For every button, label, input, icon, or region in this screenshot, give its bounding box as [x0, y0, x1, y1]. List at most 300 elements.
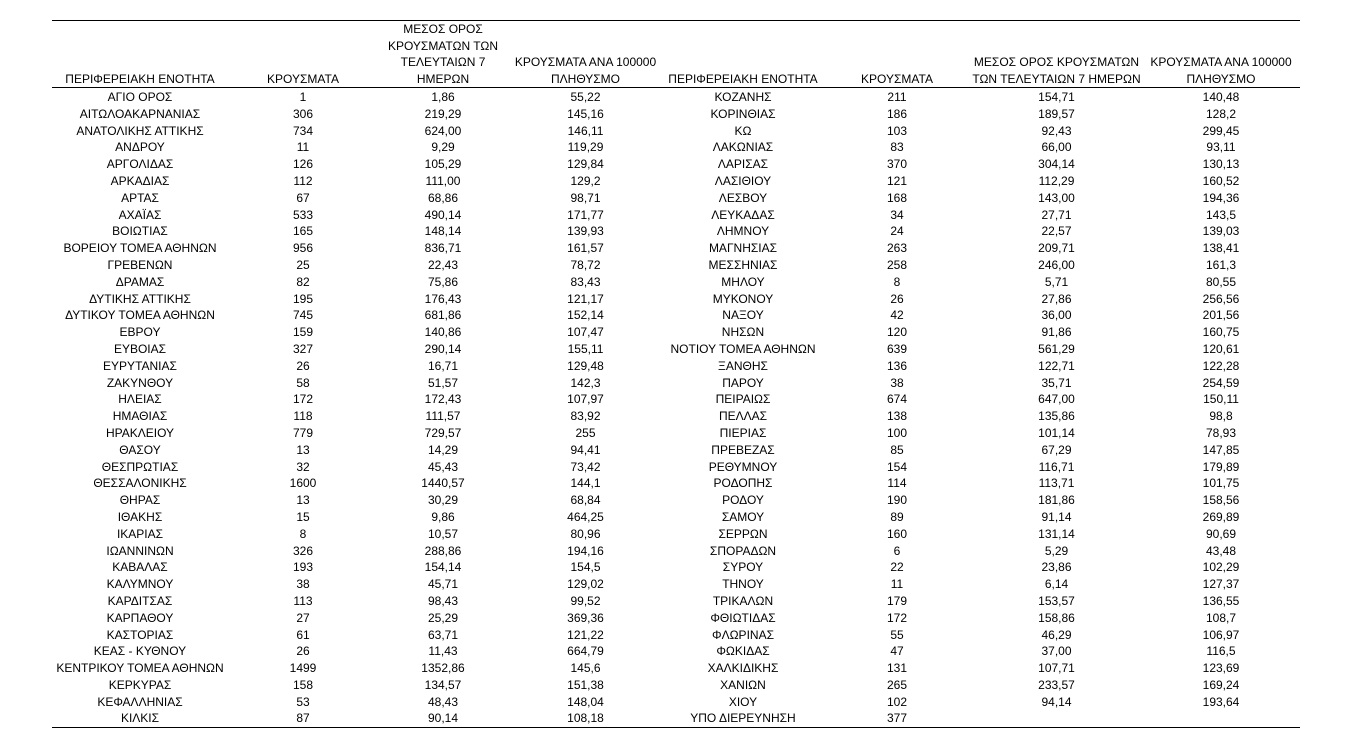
table-row: [52, 341, 1300, 358]
cell-avg7-left: 134,57: [424, 677, 462, 692]
cell-cases-right: 26: [890, 291, 904, 306]
cell-avg7-left: 172,43: [424, 392, 462, 407]
cell-avg7-right: 101,14: [1038, 425, 1075, 440]
cell-region-left: ΑΝΑΤΟΛΙΚΗΣ ΑΤΤΙΚΗΣ: [76, 123, 204, 138]
cell-avg7-right: 37,00: [1041, 644, 1072, 659]
cell-cases-right: 38: [890, 375, 904, 390]
cell-cases-left: 67: [296, 190, 310, 205]
cell-avg7-left: 9,86: [431, 509, 455, 524]
cell-region-left: ΔΥΤΙΚΗΣ ΑΤΤΙΚΗΣ: [89, 291, 191, 306]
cell-cases-left: 1600: [289, 476, 317, 491]
cell-avg7-right: 189,57: [1038, 106, 1075, 121]
cell-cases-left: 58: [296, 375, 310, 390]
cell-avg7-right: 23,86: [1041, 560, 1072, 575]
cell-avg7-left: 624,00: [424, 123, 462, 138]
cell-region-right: ΝΗΣΩΝ: [721, 325, 765, 340]
cell-per100k-left: 152,14: [567, 308, 604, 323]
cell-per100k-left: 151,38: [567, 677, 604, 692]
cell-region-left: ΚΕΦΑΛΛΗΝΙΑΣ: [97, 694, 183, 709]
cell-cases-right: 263: [886, 241, 908, 256]
cell-per100k-left: 142,3: [570, 375, 601, 390]
cell-cases-left: 165: [292, 224, 314, 239]
header-avg7-right: ΜΕΣΟΣ ΟΡΟΣ ΚΡΟΥΣΜΑΤΩΝ ΤΩΝ ΤΕΛΕΥΤΑΙΩΝ 7 ΗΜΕΡΩΝ: [971, 21, 1142, 88]
cell-cases-left: 8: [299, 526, 307, 541]
cell-avg7-left: 288,86: [424, 543, 462, 558]
cell-region-left: ΑΡΓΟΛΙΔΑΣ: [106, 157, 174, 172]
cell-avg7-right: 561,29: [1038, 341, 1075, 356]
cell-cases-right: 83: [890, 140, 904, 155]
table-body: [52, 88, 1300, 728]
cell-per100k-right: 93,11: [1206, 140, 1236, 155]
cell-per100k-right: 127,37: [1202, 577, 1240, 592]
table-row: [52, 543, 1300, 560]
cell-region-right: ΥΠΟ ΔΙΕΡΕΥΝΗΣΗ: [663, 710, 823, 727]
cell-per100k-right: 169,24: [1202, 677, 1240, 692]
cell-avg7-left: 219,29: [424, 106, 462, 121]
cell-per100k-right: 128,2: [1205, 106, 1237, 121]
cell-avg7-right: 154,71: [1038, 90, 1075, 104]
cell-cases-right: 42: [890, 308, 904, 323]
table-row: [52, 425, 1300, 442]
cell-cases-left: 1: [299, 90, 307, 104]
cell-per100k-left: 144,1: [570, 476, 601, 491]
cell-avg7-right: 116,71: [1038, 459, 1075, 474]
table-row: [52, 710, 1300, 727]
cell-cases-right: 639: [886, 341, 908, 356]
cell-region-right: ΚΩ: [734, 123, 752, 138]
cell-avg7-left: 30,29: [427, 493, 459, 508]
cell-per100k-left: 99,52: [570, 593, 601, 608]
cell-avg7-left: 1440,57: [421, 476, 465, 491]
header-avg7-left: ΜΕΣΟΣ ΟΡΟΣ ΚΡΟΥΣΜΑΤΩΝ ΤΩΝ ΤΕΛΕΥΤΑΙΩΝ 7 ΗΜΕΡΩΝ: [378, 21, 508, 88]
cell-region-right: ΛΑΚΩΝΙΑΣ: [712, 140, 774, 155]
cell-region-left: ΑΡΤΑΣ: [121, 190, 159, 205]
cell-cases-right: 674: [886, 392, 908, 407]
cell-region-left: ΘΑΣΟΥ: [119, 442, 161, 457]
cell-avg7-left: 148,14: [424, 224, 462, 239]
header-cases-right: ΚΡΟΥΣΜΑΤΑ: [823, 21, 971, 88]
table-row: [52, 106, 1300, 123]
cell-avg7-left: 75,86: [427, 274, 459, 289]
cell-per100k-left: 171,77: [567, 207, 604, 222]
cell-per100k-left: 121,17: [567, 291, 604, 306]
cell-region-right: ΚΟΡΙΝΘΙΑΣ: [710, 106, 776, 121]
cell-avg7-right: 35,71: [1041, 375, 1072, 390]
table-row: [52, 509, 1300, 526]
cell-cases-right: 24: [890, 224, 904, 239]
cell-avg7-left: 11,43: [428, 644, 458, 659]
cell-cases-right: 168: [886, 190, 908, 205]
table-row: [52, 442, 1300, 459]
cell-per100k-left: 129,2: [570, 173, 601, 188]
cell-cases-right: 55: [890, 627, 904, 642]
table-row: [52, 257, 1300, 274]
cell-per100k-right: 101,75: [1202, 476, 1240, 491]
cell-avg7-right: 143,00: [1038, 190, 1075, 205]
cell-per100k-left: 129,48: [567, 358, 604, 373]
cell-cases-left: 306: [292, 106, 314, 121]
cell-per100k-right: 143,5: [1205, 207, 1237, 222]
table-row: [52, 677, 1300, 694]
cell-region-right: ΦΛΩΡΙΝΑΣ: [712, 627, 774, 642]
cell-avg7-left: 22,43: [427, 257, 459, 272]
cell-region-right: ΛΑΣΙΘΙΟΥ: [714, 173, 772, 188]
cell-cases-left: 11: [296, 140, 310, 155]
cell-per100k-right: 193,64: [1202, 694, 1240, 709]
table-row: [52, 207, 1300, 224]
cell-avg7-left: 51,57: [427, 375, 459, 390]
cell-avg7-right: 158,86: [1038, 610, 1075, 625]
cell-avg7-right: 135,86: [1038, 409, 1075, 424]
cell-region-right: ΠΑΡΟΥ: [722, 375, 764, 390]
cell-per100k-right: 160,52: [1202, 173, 1240, 188]
cell-avg7-right: 92,43: [1041, 123, 1072, 138]
cell-per100k-right: 147,85: [1202, 442, 1240, 457]
cell-avg7-left: 681,86: [424, 308, 462, 323]
cell-avg7-left: 90,14: [378, 710, 508, 727]
cell-avg7-right: 5,29: [1044, 543, 1069, 558]
cell-cases-left: 13: [296, 442, 310, 457]
table-row: [52, 375, 1300, 392]
cell-avg7-left: 836,71: [424, 241, 462, 256]
cell-region-left: ΑΓΙΟ ΟΡΟΣ: [107, 90, 173, 104]
cell-region-right: ΝΑΞΟΥ: [722, 308, 764, 323]
cell-per100k-left: 154,5: [570, 560, 601, 575]
header-region-left: ΠΕΡΙΦΕΡΕΙΑΚΗ ΕΝΟΤΗΤΑ: [52, 21, 228, 88]
cell-cases-left: 112: [293, 173, 313, 188]
cell-per100k-left: 68,84: [570, 493, 601, 508]
cell-region-right: ΣΕΡΡΩΝ: [718, 526, 768, 541]
cell-region-left: ΚΕΡΚΥΡΑΣ: [108, 677, 172, 692]
cell-region-right: ΜΑΓΝΗΣΙΑΣ: [708, 241, 778, 256]
cell-per100k-left: 80,96: [570, 526, 601, 541]
cell-region-right: ΜΗΛΟΥ: [721, 274, 765, 289]
cell-region-left: ΕΥΡΥΤΑΝΙΑΣ: [103, 358, 177, 373]
cell-cases-left: 159: [292, 325, 314, 340]
cell-region-right: ΧΙΟΥ: [728, 694, 758, 709]
cell-cases-right: 211: [887, 90, 907, 104]
cell-per100k-left: 98,71: [570, 190, 601, 205]
cell-per100k-left: 107,47: [567, 325, 604, 340]
header-cases-left: ΚΡΟΥΣΜΑΤΑ: [228, 21, 378, 88]
cell-per100k-right: 140,48: [1202, 90, 1240, 104]
cell-avg7-right: 153,57: [1038, 593, 1075, 608]
cell-cases-right: 114: [887, 476, 907, 491]
table-row: [52, 88, 1300, 106]
cell-cases-right: 377: [823, 710, 971, 727]
cell-avg7-left: 1,86: [431, 90, 455, 104]
cell-cases-right: 172: [886, 610, 908, 625]
cell-avg7-left: 25,29: [427, 610, 459, 625]
cell-avg7-right: 246,00: [1038, 257, 1075, 272]
cell-cases-left: 15: [296, 509, 310, 524]
table-row: [52, 660, 1300, 677]
table-row: [52, 274, 1300, 291]
cell-per100k-right: 120,61: [1202, 341, 1240, 356]
cell-avg7-left: 111,57: [425, 409, 461, 424]
cell-region-right: ΡΟΔΟΠΗΣ: [713, 476, 773, 491]
cell-cases-left: 533: [292, 207, 314, 222]
cell-per100k-right: 130,13: [1202, 157, 1240, 172]
cell-region-right: ΧΑΝΙΩΝ: [720, 677, 766, 692]
cell-avg7-left: 14,29: [427, 442, 459, 457]
cell-per100k-right: 102,29: [1202, 560, 1240, 575]
cell-per100k-left: 107,97: [567, 392, 604, 407]
cell-avg7-right: 122,71: [1038, 358, 1075, 373]
cell-region-right: ΦΘΙΩΤΙΔΑΣ: [710, 610, 776, 625]
cell-cases-left: 158: [292, 677, 314, 692]
cell-avg7-right: 113,71: [1038, 476, 1075, 491]
cell-cases-right: 160: [886, 526, 908, 541]
cell-cases-right: 121: [886, 173, 908, 188]
cell-region-left: ΗΡΑΚΛΕΙΟΥ: [105, 425, 175, 440]
cell-region-right: ΛΕΣΒΟΥ: [718, 190, 768, 205]
cell-per100k-left: 155,11: [567, 341, 604, 356]
cell-region-left: ΚΑΡΠΑΘΟΥ: [106, 610, 174, 625]
cell-cases-left: 13: [296, 493, 310, 508]
cell-cases-right: 103: [886, 123, 908, 138]
cell-avg7-right: 131,14: [1038, 526, 1075, 541]
cell-per100k-left: 139,93: [567, 224, 604, 239]
table-row: [52, 559, 1300, 576]
cell-per100k-left: 94,41: [570, 442, 601, 457]
cell-avg7-right: 233,57: [1038, 677, 1075, 692]
cell-region-right: ΛΑΡΙΣΑΣ: [717, 157, 769, 172]
cell-region-right: ΤΗΝΟΥ: [722, 577, 764, 592]
cell-per100k-left: 129,02: [567, 577, 604, 592]
cell-avg7-left: 290,14: [424, 341, 462, 356]
cell-per100k-right: 98,8: [1209, 409, 1233, 424]
cell-avg7-right: [971, 710, 1142, 727]
cell-region-left: ΔΥΤΙΚΟΥ ΤΟΜΕΑ ΑΘΗΝΩΝ: [65, 308, 215, 323]
cell-per100k-right: 269,89: [1202, 509, 1240, 524]
cell-region-left: ΗΜΑΘΙΑΣ: [112, 409, 168, 424]
cell-cases-left: 32: [296, 459, 310, 474]
cell-avg7-right: 36,00: [1041, 308, 1072, 323]
cell-region-right: ΡΕΘΥΜΝΟΥ: [708, 459, 778, 474]
cell-per100k-right: 299,45: [1202, 123, 1240, 138]
cell-cases-right: 258: [886, 257, 908, 272]
cell-per100k-left: 194,16: [567, 543, 604, 558]
cell-cases-left: 87: [228, 710, 378, 727]
cell-per100k-left: 161,57: [567, 241, 604, 256]
cell-per100k-right: 43,48: [1205, 543, 1237, 558]
table-row: [52, 475, 1300, 492]
cell-cases-left: 118: [293, 409, 313, 424]
table-row: [52, 593, 1300, 610]
table-row: [52, 408, 1300, 425]
cell-avg7-left: 176,43: [424, 291, 462, 306]
cell-avg7-right: 5,71: [1044, 274, 1069, 289]
cell-cases-left: 25: [296, 257, 310, 272]
cell-region-right: ΡΟΔΟΥ: [722, 493, 764, 508]
cell-per100k-right: 161,3: [1205, 257, 1237, 272]
table-row: [52, 173, 1300, 190]
cell-region-left: ΑΡΚΑΔΙΑΣ: [110, 173, 170, 188]
cell-avg7-right: 209,71: [1038, 241, 1075, 256]
cell-cases-left: 38: [296, 577, 310, 592]
cell-cases-right: 154: [886, 459, 908, 474]
cell-region-left: ΘΗΡΑΣ: [119, 493, 161, 508]
cell-region-right: ΚΟΖΑΝΗΣ: [714, 90, 772, 104]
cell-cases-left: 53: [296, 694, 310, 709]
cell-region-left: ΚΑΛΥΜΝΟΥ: [106, 577, 174, 592]
cell-region-left: ΙΘΑΚΗΣ: [117, 509, 163, 524]
cases-table: [52, 20, 1300, 728]
cell-avg7-left: 63,71: [427, 627, 459, 642]
cell-region-left: ΙΚΑΡΙΑΣ: [116, 526, 164, 541]
cell-region-left: ΗΛΕΙΑΣ: [118, 392, 162, 407]
table-row: [52, 156, 1300, 173]
cell-region-right: ΧΑΛΚΙΔΙΚΗΣ: [707, 661, 779, 676]
cell-cases-right: 89: [890, 509, 904, 524]
cell-avg7-right: 91,14: [1041, 509, 1072, 524]
cell-cases-left: 113: [293, 593, 313, 608]
cell-avg7-right: 107,71: [1038, 661, 1075, 676]
table-row: [52, 324, 1300, 341]
table-row: [52, 694, 1300, 711]
cell-avg7-right: 22,57: [1041, 224, 1072, 239]
cell-cases-right: 370: [886, 157, 908, 172]
cell-cases-right: 11: [890, 577, 904, 592]
cell-avg7-left: 140,86: [424, 325, 462, 340]
cell-cases-left: 26: [296, 358, 310, 373]
table-row: [52, 627, 1300, 644]
cell-per100k-left: 255: [575, 425, 596, 440]
cell-avg7-left: 98,43: [427, 593, 459, 608]
cell-per100k-right: 122,28: [1202, 358, 1240, 373]
cell-avg7-right: 27,71: [1041, 207, 1072, 222]
cell-cases-left: 779: [292, 425, 314, 440]
cell-region-left: ΑΙΤΩΛΟΑΚΑΡΝΑΝΙΑΣ: [79, 106, 201, 121]
table-row: [52, 358, 1300, 375]
cell-cases-left: 326: [292, 543, 314, 558]
table-row: [52, 576, 1300, 593]
header-per100k-right: ΚΡΟΥΣΜΑΤΑ ΑΝΑ 100000 ΠΛΗΘΥΣΜΟ: [1142, 21, 1300, 88]
table-row: [52, 240, 1300, 257]
cell-cases-left: 172: [292, 392, 314, 407]
cell-cases-right: 131: [886, 661, 908, 676]
cell-avg7-right: 647,00: [1038, 392, 1075, 407]
cell-region-left: ΒΟΡΕΙΟΥ ΤΟΜΕΑ ΑΘΗΝΩΝ: [63, 241, 217, 256]
table-row: [52, 643, 1300, 660]
cell-cases-right: 85: [890, 442, 904, 457]
cell-per100k-right: 108,7: [1205, 610, 1237, 625]
cell-cases-right: 190: [886, 493, 908, 508]
cell-per100k-left: 146,11: [567, 123, 604, 138]
cell-per100k-left: 148,04: [567, 694, 604, 709]
cell-region-right: ΜΥΚΟΝΟΥ: [712, 291, 774, 306]
cell-avg7-right: 27,86: [1041, 291, 1072, 306]
cell-region-right: ΦΩΚΙΔΑΣ: [716, 644, 770, 659]
cell-cases-left: 27: [296, 610, 310, 625]
cell-avg7-right: 6,14: [1044, 577, 1069, 592]
cell-avg7-left: 490,14: [424, 207, 462, 222]
cell-region-right: ΠΙΕΡΙΑΣ: [719, 425, 767, 440]
cell-cases-left: 195: [292, 291, 314, 306]
cell-cases-right: 100: [886, 425, 908, 440]
cell-per100k-right: 254,59: [1202, 375, 1240, 390]
cell-cases-left: 126: [292, 157, 314, 172]
cell-per100k-right: [1142, 710, 1300, 727]
cell-avg7-left: 1352,86: [421, 661, 465, 676]
table-row: [52, 307, 1300, 324]
cell-region-left: ΑΝΔΡΟΥ: [115, 140, 165, 155]
cell-cases-left: 956: [292, 241, 314, 256]
cell-avg7-left: 68,86: [427, 190, 459, 205]
cell-per100k-left: 73,42: [570, 459, 601, 474]
cell-cases-left: 26: [296, 644, 310, 659]
cell-avg7-right: 304,14: [1038, 157, 1075, 172]
cell-avg7-left: 45,71: [427, 577, 459, 592]
cell-region-left: ΕΥΒΟΙΑΣ: [113, 341, 167, 356]
cell-per100k-right: 160,75: [1202, 325, 1240, 340]
cell-per100k-right: 106,97: [1202, 627, 1240, 642]
cell-avg7-left: 45,43: [427, 459, 459, 474]
cell-avg7-left: 105,29: [424, 157, 462, 172]
cell-region-left: ΚΑΡΔΙΤΣΑΣ: [107, 593, 173, 608]
table-row: [52, 459, 1300, 476]
cell-per100k-left: 145,16: [567, 106, 604, 121]
header-region-right: ΠΕΡΙΦΕΡΕΙΑΚΗ ΕΝΟΤΗΤΑ: [663, 21, 823, 88]
cell-region-left: ΘΕΣΠΡΩΤΙΑΣ: [101, 459, 179, 474]
cell-region-right: ΜΕΣΣΗΝΙΑΣ: [708, 257, 778, 272]
cell-per100k-right: 138,41: [1202, 241, 1240, 256]
table-row: [52, 391, 1300, 408]
cell-cases-left: 1499: [289, 661, 317, 676]
cell-region-left: ΚΕΝΤΡΙΚΟΥ ΤΟΜΕΑ ΑΘΗΝΩΝ: [56, 661, 224, 676]
cell-cases-right: 22: [890, 560, 904, 575]
cell-region-left: ΚΑΣΤΟΡΙΑΣ: [106, 627, 174, 642]
cell-region-right: ΣΑΜΟΥ: [721, 509, 765, 524]
cell-region-left: ΘΕΣΣΑΛΟΝΙΚΗΣ: [93, 476, 187, 491]
cell-region-left: ΚΕΑΣ - ΚΥΘΝΟΥ: [93, 644, 187, 659]
cell-cases-right: 47: [890, 644, 904, 659]
header-per100k-left: ΚΡΟΥΣΜΑΤΑ ΑΝΑ 100000 ΠΛΗΘΥΣΜΟ: [508, 21, 663, 88]
cell-region-left: ΙΩΑΝΝΙΝΩΝ: [106, 543, 174, 558]
cell-cases-right: 8: [893, 274, 901, 289]
cell-per100k-left: 55,22: [570, 90, 601, 104]
cell-per100k-right: 78,93: [1205, 425, 1237, 440]
cell-region-right: ΠΕΙΡΑΙΩΣ: [715, 392, 771, 407]
cell-per100k-left: 83,92: [570, 409, 601, 424]
cell-per100k-right: 256,56: [1202, 291, 1240, 306]
cell-per100k-right: 123,69: [1202, 661, 1240, 676]
table-row: [52, 190, 1300, 207]
cell-region-right: ΠΡΕΒΕΖΑΣ: [711, 442, 775, 457]
cell-avg7-left: 48,43: [427, 694, 459, 709]
cell-region-right: ΝΟΤΙΟΥ ΤΟΜΕΑ ΑΘΗΝΩΝ: [670, 341, 816, 356]
cell-cases-left: 327: [292, 341, 314, 356]
cell-cases-right: 138: [886, 409, 908, 424]
cell-per100k-left: 119,29: [567, 140, 604, 155]
cell-per100k-left: 664,79: [567, 644, 604, 659]
cell-avg7-left: 154,14: [424, 560, 462, 575]
cell-avg7-right: 94,14: [1041, 694, 1072, 709]
cell-avg7-right: 91,86: [1041, 325, 1072, 340]
cell-per100k-right: 136,55: [1202, 593, 1240, 608]
cell-cases-left: 193: [292, 560, 314, 575]
cell-cases-right: 34: [890, 207, 904, 222]
cell-cases-left: 734: [292, 123, 314, 138]
cell-per100k-right: 201,56: [1202, 308, 1240, 323]
table-row: [52, 223, 1300, 240]
cell-per100k-right: 80,55: [1205, 274, 1237, 289]
header-row: [52, 21, 1300, 88]
cell-cases-right: 102: [886, 694, 908, 709]
cell-avg7-right: 112,29: [1038, 173, 1075, 188]
cell-region-right: ΛΕΥΚΑΔΑΣ: [711, 207, 775, 222]
